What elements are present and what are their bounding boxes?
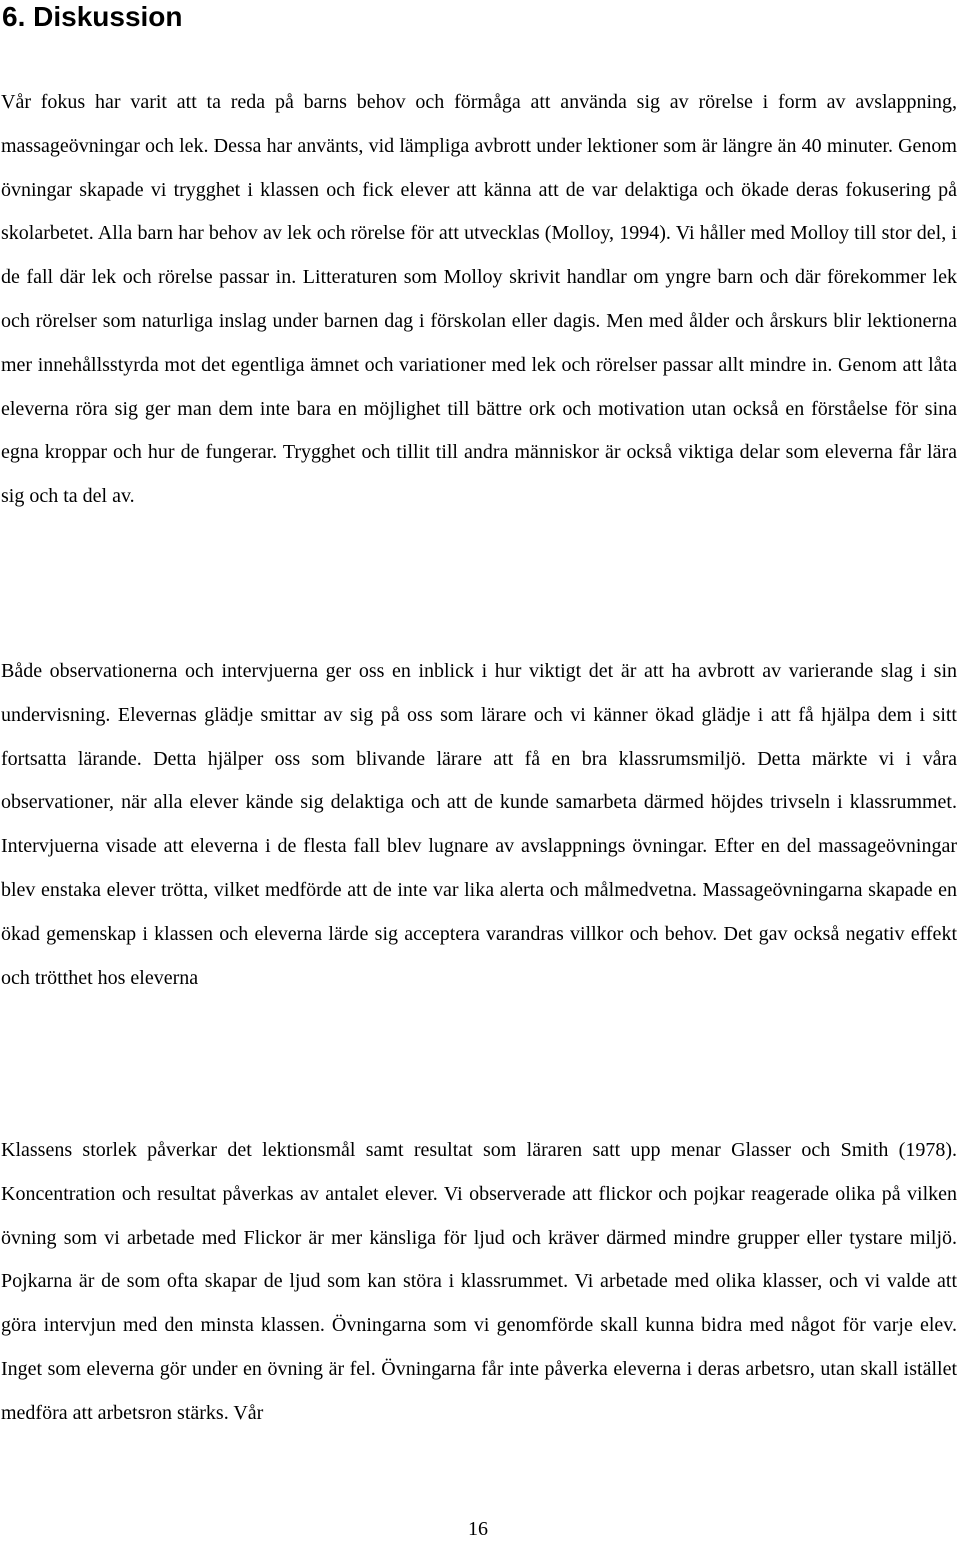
body-paragraph: Både observationerna och intervjuerna ger oss en inblick i hur viktigt det är att ha avbrott av varierande slag i sin undervisning. Elevernas glädje smittar av sig på oss som lärare och vi känner ökad glädje i att få hjälpa dem i sitt fortsatta lärande. Detta hjälper oss som blivande lärare att få en bra klassrumsmiljö. Detta märkte vi i våra observationer, när alla elever kände sig delaktiga och att de kunde samarbeta därmed höjdes trivseln i klassrummet. Intervjuerna visade att eleverna i de flesta fall blev lugnare av avslappnings övningar. Efter en del massageövningar blev enstaka elever trötta, vilket medförde att de inte var lika alerta och målmedvetna. Massageövningarna skapade en ökad gemenskap i klassen och eleverna lärde sig acceptera varandras villkor och behov. Det gav också negativ effekt och trötthet hos eleverna — [1, 660, 957, 989]
section-heading: 6. Diskussion — [2, 1, 183, 32]
body-paragraph: Vår fokus har varit att ta reda på barns behov och förmåga att använda sig av rörelse i form av avslappning, massageövningar och lek. Dessa har använts, vid lämpliga avbrott under lektioner som är längre än 40 minuter. Genom övningar skapade vi trygghet i klassen och fick elever att känna att de var delaktiga och ökade deras fokusering på skolarbetet. Alla barn har behov av lek och rörelse för att utvecklas (Molloy, 1994). Vi håller med Molloy till stor del, i de fall där lek och rörelse passar in. Litteraturen som Molloy skrivit handlar om yngre barn och där förekommer lek och rörelser som naturliga inslag under barnen dag i förskolan eller dagis. Men med ålder och årskurs blir lektionerna mer innehållsstyrda mot det egentliga ämnet och variationer med lek och rörelser passar allt mindre in. Genom att låta eleverna röra sig ger man dem inte bara en möjlighet till bättre ork och motivation utan också en förståelse för sina egna kroppar och hur de fungerar. Trygghet och tillit till andra människor är också viktiga delar som eleverna får lära sig och ta del av. — [1, 91, 957, 508]
page-number: 16 — [468, 1518, 488, 1540]
body-paragraph: Klassens storlek påverkar det lektionsmål samt resultat som läraren satt upp menar Glasser och Smith (1978). Koncentration och resultat påverkas av antalet elever. Vi observerade att flickor och pojkar reagerade olika på vilken övning som vi arbetade med Flickor är mer känsliga för ljud och kräver därmed mindre grupper eller tystare miljö. Pojkarna är de som ofta skapar de ljud som kan störa i klassrummet. Vi arbetade med olika klasser, och vi valde att göra intervjun med den minsta klassen. Övningarna som vi genomförde skall kunna bidra med något för varje elev. Inget som eleverna gör under en övning är fel. Övningarna får inte påverka eleverna i deras arbetsro, utan skall istället medföra att arbetsron stärks. Vår — [1, 1139, 957, 1424]
